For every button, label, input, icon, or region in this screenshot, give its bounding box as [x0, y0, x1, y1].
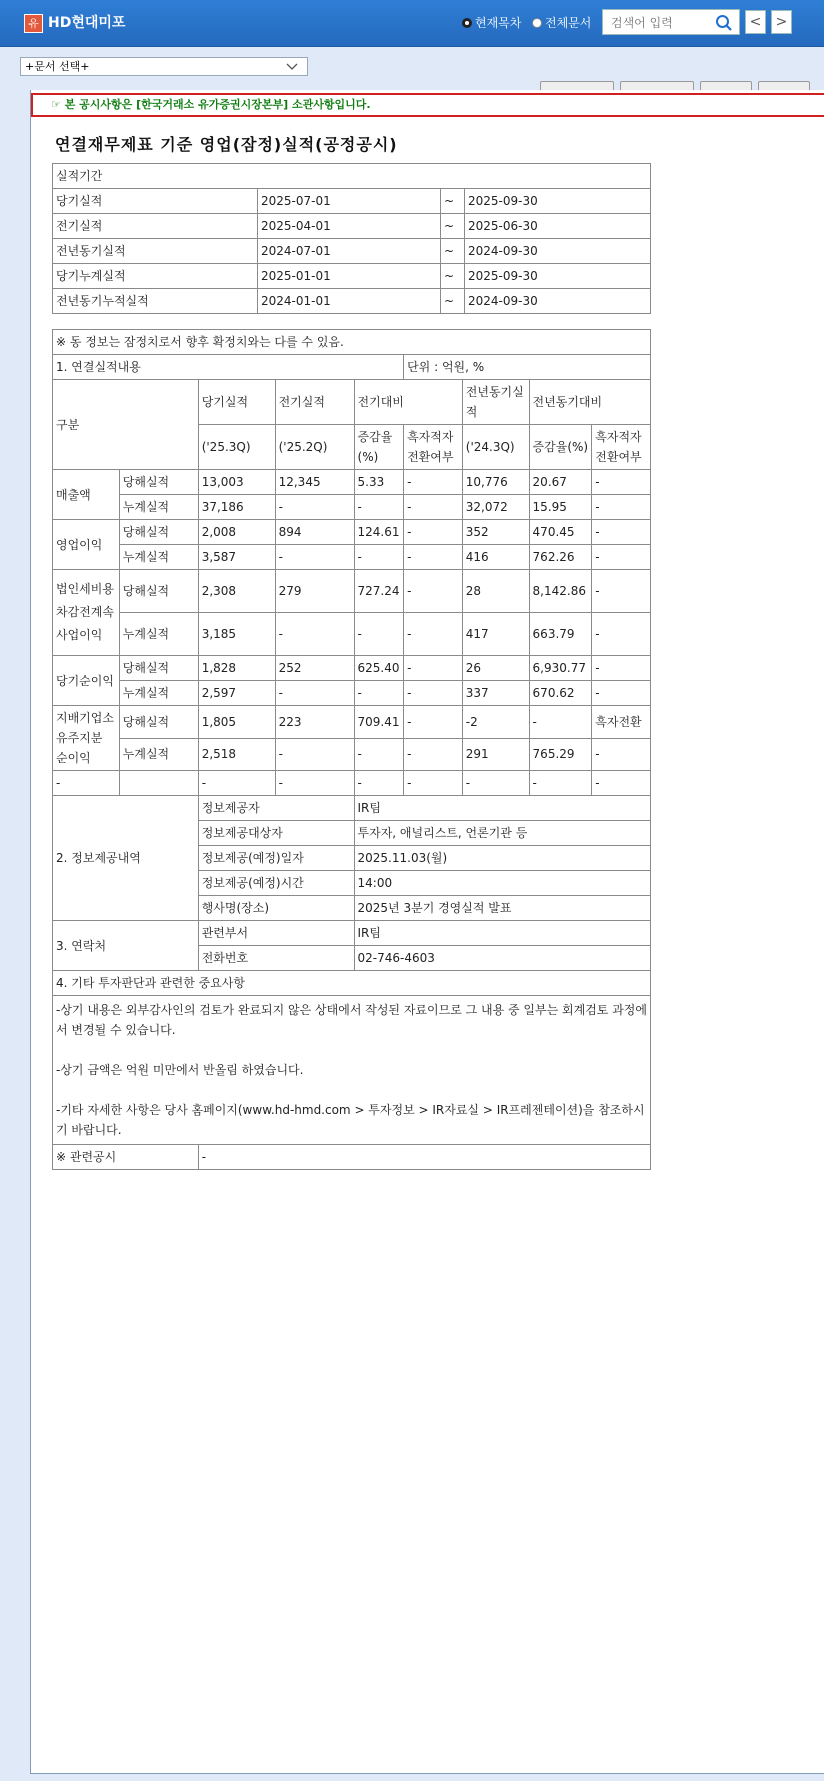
section-4-title: 4. 기타 투자판단과 관련한 중요사항 [53, 971, 651, 996]
cell: 124.61 [354, 520, 404, 545]
cell: 8,142.86 [529, 570, 592, 613]
document-title: 연결재무제표 기준 영업(잠정)실적(공정공시) [55, 135, 398, 154]
info-key: 정보제공대상자 [198, 821, 354, 846]
cell: - [404, 656, 463, 681]
col-turnaround: 흑자적자전환여부 [404, 425, 463, 470]
row-type: 누계실적 [119, 738, 198, 771]
cell: - [404, 545, 463, 570]
cell: 223 [275, 706, 354, 739]
cell: 337 [462, 681, 529, 706]
cell: 252 [275, 656, 354, 681]
scope-all-label: 전체문서 [545, 16, 592, 30]
table-row [53, 570, 651, 613]
cell: 416 [462, 545, 529, 570]
cell: - [198, 771, 275, 796]
table-row [53, 613, 651, 656]
cell: - [529, 706, 592, 739]
cell: 709.41 [354, 706, 404, 739]
cell: - [275, 681, 354, 706]
cell: 흑자전환 [592, 706, 651, 739]
cell: 1,805 [198, 706, 275, 739]
cell: - [404, 520, 463, 545]
toolbar-tabs [540, 81, 810, 90]
cell: - [592, 613, 651, 656]
cell: 15.95 [529, 495, 592, 520]
cell: 727.24 [354, 570, 404, 613]
row-type: 누계실적 [119, 613, 198, 656]
period-label: 전년동기실적 [53, 239, 258, 264]
unit-label: 단위 : 억원, % [404, 355, 651, 380]
cell: - [592, 656, 651, 681]
row-type: 누계실적 [119, 495, 198, 520]
radio-unselected-icon [532, 18, 542, 28]
period-to: 2024-09-30 [465, 289, 651, 314]
cell: - [354, 545, 404, 570]
jurisdiction-notice: ☞ 본 공시사항은 [한국거래소 유가증권시장본부] 소관사항입니다. [31, 93, 824, 117]
cell: - [275, 545, 354, 570]
next-result-button[interactable]: > [771, 10, 792, 34]
col-vs-yoy: 전년동기대비 [529, 380, 650, 425]
period-table [52, 163, 651, 314]
period-sep: ~ [441, 239, 465, 264]
row-type: 누계실적 [119, 545, 198, 570]
toolbar-tab[interactable] [540, 81, 614, 90]
cell: - [404, 470, 463, 495]
cell: - [275, 738, 354, 771]
period-sep: ~ [441, 189, 465, 214]
cell: - [275, 495, 354, 520]
period-sep: ~ [441, 214, 465, 239]
table-row [53, 289, 651, 314]
cell: - [404, 613, 463, 656]
period-label: 당기누계실적 [53, 264, 258, 289]
cell: - [275, 771, 354, 796]
period-from: 2025-07-01 [258, 189, 441, 214]
contact-value: IR팀 [354, 921, 650, 946]
cell: 663.79 [529, 613, 592, 656]
cell: - [354, 613, 404, 656]
info-key: 정보제공(예정)일자 [198, 846, 354, 871]
cell: 2,308 [198, 570, 275, 613]
period-from: 2024-01-01 [258, 289, 441, 314]
scope-current-radio[interactable] [462, 14, 521, 31]
row-type: 당해실적 [119, 520, 198, 545]
cell: - [354, 738, 404, 771]
toolbar-tab[interactable] [700, 81, 752, 90]
item-name: 매출액 [53, 470, 120, 520]
table-row [53, 738, 651, 771]
table-row [53, 470, 651, 495]
cell: 28 [462, 570, 529, 613]
col-current-quarter: ('25.3Q) [198, 425, 275, 470]
cell: - [354, 495, 404, 520]
section-3-title: 3. 연락처 [53, 921, 199, 971]
table-row [53, 656, 651, 681]
cell: - [404, 495, 463, 520]
cell: 765.29 [529, 738, 592, 771]
cell: 6,930.77 [529, 656, 592, 681]
cell: 670.62 [529, 681, 592, 706]
related-disclosure-value: - [198, 1145, 650, 1170]
cell: 2,597 [198, 681, 275, 706]
period-label: 전년동기누적실적 [53, 289, 258, 314]
cell: 3,185 [198, 613, 275, 656]
cell: - [354, 681, 404, 706]
period-from: 2025-01-01 [258, 264, 441, 289]
row-type: 당해실적 [119, 656, 198, 681]
contact-key: 전화번호 [198, 946, 354, 971]
row-type: 누계실적 [119, 681, 198, 706]
info-key: 정보제공(예정)시간 [198, 871, 354, 896]
col-rate-yoy: 증감율(%) [529, 425, 592, 470]
row-type: 당해실적 [119, 470, 198, 495]
period-header: 실적기간 [53, 164, 651, 189]
info-key: 행사명(장소) [198, 896, 354, 921]
period-sep: ~ [441, 289, 465, 314]
item-name: 영업이익 [53, 520, 120, 570]
table-row [53, 214, 651, 239]
contact-key: 관련부서 [198, 921, 354, 946]
cell: - [529, 771, 592, 796]
info-key: 정보제공자 [198, 796, 354, 821]
company-name: HD현대미포 [48, 15, 126, 31]
cell: 5.33 [354, 470, 404, 495]
cell: 3,587 [198, 545, 275, 570]
cell: 417 [462, 613, 529, 656]
info-value: 2025.11.03(월) [354, 846, 650, 871]
cell: 37,186 [198, 495, 275, 520]
cell: - [404, 738, 463, 771]
col-current: 당기실적 [198, 380, 275, 425]
cell: - [592, 570, 651, 613]
period-label: 당기실적 [53, 189, 258, 214]
contact-value: 02-746-4603 [354, 946, 650, 971]
cell: 762.26 [529, 545, 592, 570]
info-value: IR팀 [354, 796, 650, 821]
item-name: 법인세비용차감전계속사업이익 [53, 570, 120, 656]
cell: - [404, 681, 463, 706]
scope-all-radio[interactable] [532, 14, 591, 31]
col-yoy: 전년동기실적 [462, 380, 529, 425]
cell: - [53, 771, 120, 796]
cell: -2 [462, 706, 529, 739]
cell: 10,776 [462, 470, 529, 495]
cell: - [592, 470, 651, 495]
table-row [53, 681, 651, 706]
disclaimer: ※ 동 정보는 잠정치로서 향후 확정치와는 다를 수 있음. [53, 330, 651, 355]
table-row [53, 771, 651, 796]
cell: 352 [462, 520, 529, 545]
period-to: 2025-09-30 [465, 189, 651, 214]
cell: - [592, 771, 651, 796]
period-from: 2024-07-01 [258, 239, 441, 264]
cell: 1,828 [198, 656, 275, 681]
info-value: 14:00 [354, 871, 650, 896]
period-to: 2024-09-30 [465, 239, 651, 264]
prev-result-button[interactable]: < [745, 10, 766, 34]
cell: 12,345 [275, 470, 354, 495]
col-gubun: 구분 [53, 380, 199, 470]
cell: 291 [462, 738, 529, 771]
table-row [53, 189, 651, 214]
section-1-title: 1. 연결실적내용 [53, 355, 404, 380]
cell: - [592, 545, 651, 570]
cell: - [404, 771, 463, 796]
cell: - [462, 771, 529, 796]
cell: 26 [462, 656, 529, 681]
cell: 32,072 [462, 495, 529, 520]
cell: 20.67 [529, 470, 592, 495]
info-value: 투자자, 애널리스트, 언론기관 등 [354, 821, 650, 846]
cell: 894 [275, 520, 354, 545]
toolbar-tab[interactable] [758, 81, 810, 90]
search-icon[interactable] [715, 14, 733, 32]
period-label: 전기실적 [53, 214, 258, 239]
table-row [53, 239, 651, 264]
table-row [53, 495, 651, 520]
info-value: 2025년 3분기 경영실적 발표 [354, 896, 650, 921]
chevron-down-icon [285, 58, 299, 79]
document-select[interactable] [20, 57, 308, 76]
document-select-value: +문서 선택+ [25, 60, 90, 73]
cell: 2,518 [198, 738, 275, 771]
col-yoy-quarter: ('24.3Q) [462, 425, 529, 470]
company-logo-icon: 유 [24, 14, 43, 33]
col-previous: 전기실적 [275, 380, 354, 425]
col-rate: 증감율(%) [354, 425, 404, 470]
cell [119, 771, 198, 796]
item-name: 당기순이익 [53, 656, 120, 706]
period-to: 2025-06-30 [465, 214, 651, 239]
remarks-text: -상기 내용은 외부감사인의 검토가 완료되지 않은 상태에서 작성된 자료이므로 그 내용 중 일부는 회계검토 과정에서 변경될 수 있습니다. -상기 금액은 억원 미만에서 반올림 하였습니다. -기타 자세한 사항은 당사 홈페이지(www.hd-hmd.com > 투자정보 > IR자료실 > IR프레젠테이션)을 참조하시기 바랍니다. [53, 996, 651, 1145]
table-row [53, 706, 651, 739]
period-sep: ~ [441, 264, 465, 289]
cell: - [354, 771, 404, 796]
cell: 625.40 [354, 656, 404, 681]
cell: - [404, 706, 463, 739]
cell: 2,008 [198, 520, 275, 545]
cell: - [592, 738, 651, 771]
cell: - [592, 520, 651, 545]
table-row [53, 264, 651, 289]
toolbar-tab[interactable] [620, 81, 694, 90]
search-box [602, 9, 740, 35]
cell: 279 [275, 570, 354, 613]
cell: - [404, 570, 463, 613]
table-row [53, 545, 651, 570]
col-vs-previous: 전기대비 [354, 380, 462, 425]
period-from: 2025-04-01 [258, 214, 441, 239]
results-table [52, 329, 651, 1170]
search-input[interactable] [609, 11, 717, 35]
cell: 13,003 [198, 470, 275, 495]
item-name: 지배기업소유주지분 순이익 [53, 706, 120, 771]
cell: - [275, 613, 354, 656]
row-type: 당해실적 [119, 570, 198, 613]
related-disclosure-label: ※ 관련공시 [53, 1145, 199, 1170]
section-2-title: 2. 정보제공내역 [53, 796, 199, 921]
cell: 470.45 [529, 520, 592, 545]
radio-selected-icon [462, 18, 472, 28]
cell: - [592, 681, 651, 706]
top-header-bar [0, 0, 824, 47]
period-to: 2025-09-30 [465, 264, 651, 289]
row-type: 당해실적 [119, 706, 198, 739]
scope-current-label: 현재목차 [475, 16, 522, 30]
col-turnaround-yoy: 흑자적자전환여부 [592, 425, 651, 470]
table-row [53, 520, 651, 545]
document-page [30, 90, 824, 1774]
col-previous-quarter: ('25.2Q) [275, 425, 354, 470]
cell: - [592, 495, 651, 520]
